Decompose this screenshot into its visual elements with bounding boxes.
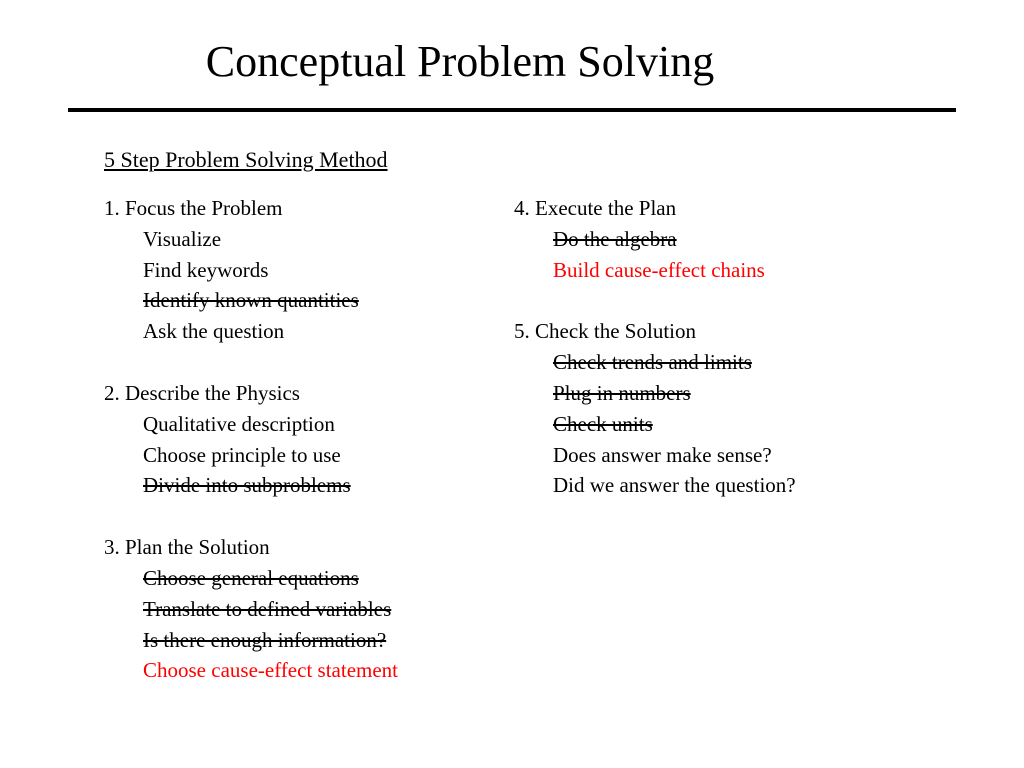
step-item: Identify known quantities [143,288,359,313]
step-item: Visualize [143,226,222,251]
slide-title: Conceptual Problem Solving [205,37,715,86]
step-item: Check units [553,411,653,436]
step-block-2 [104,378,504,501]
step-item: Choose general equations [143,565,359,590]
step-item: Divide into subproblems [143,473,351,498]
step-item: Ask the question [143,319,285,344]
slide-subtitle: 5 Step Problem Solving Method [104,147,388,172]
steps-column-left [104,193,504,717]
step-item: Do the algebra [553,226,677,251]
step-block-5 [514,316,914,501]
step-item: Build cause-effect chains [553,257,765,282]
step-item: Does answer make sense? [553,442,772,467]
steps-column-right [514,193,914,532]
step-heading: 5. Check the Solution [514,319,696,344]
step-heading: 2. Describe the Physics [104,380,300,405]
step-block-4 [514,193,914,285]
step-item: Check trends and limits [553,350,752,375]
step-heading: 1. Focus the Problem [104,196,283,220]
step-item: Did we answer the question? [553,473,796,498]
title-divider [68,108,956,112]
step-block-3 [104,532,504,686]
step-item: Choose principle to use [143,442,341,467]
step-block-1 [104,193,504,347]
step-heading: 3. Plan the Solution [104,535,270,560]
step-item: Is there enough information? [143,627,387,652]
step-item: Translate to defined variables [143,596,392,621]
step-heading: 4. Execute the Plan [514,196,677,220]
step-item: Qualitative description [143,411,335,436]
step-item: Find keywords [143,257,269,282]
step-item: Choose cause-effect statement [143,658,399,683]
step-item: Plug in numbers [553,380,691,405]
